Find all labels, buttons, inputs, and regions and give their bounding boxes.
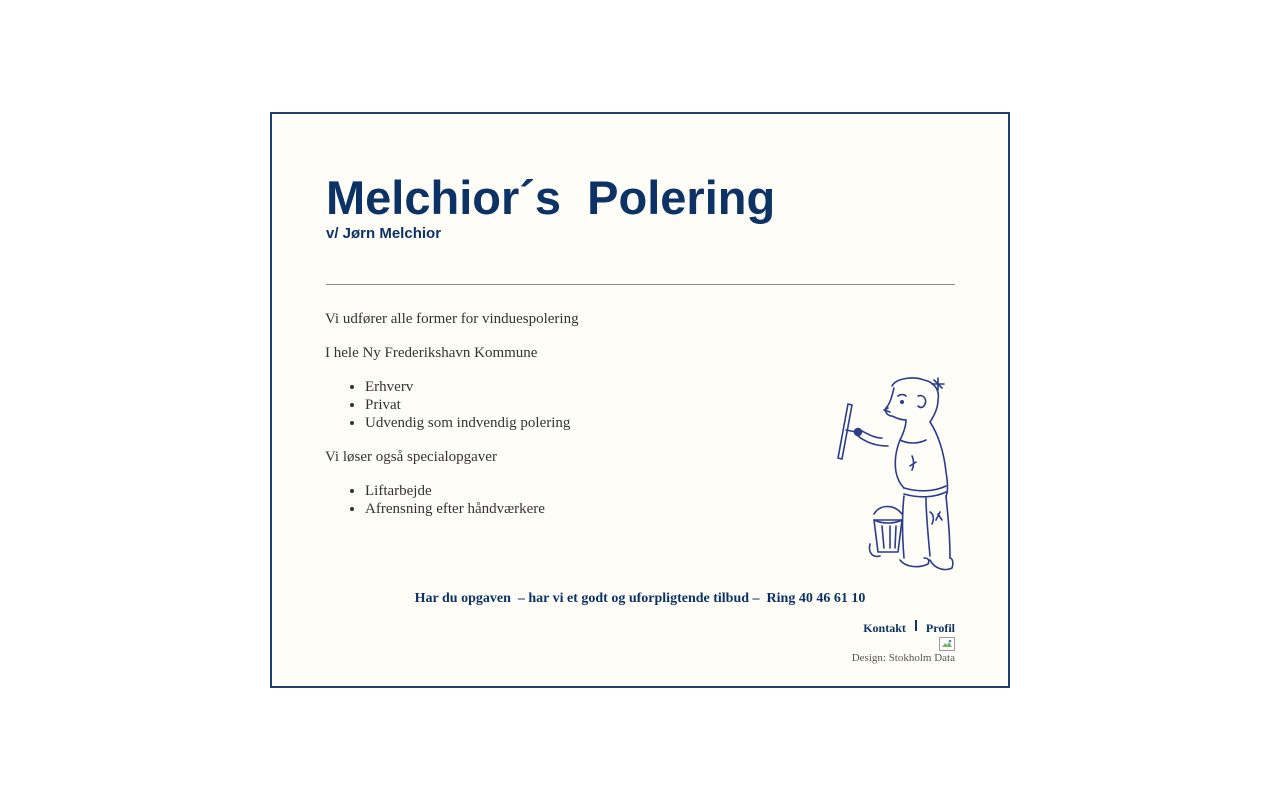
footer-nav [863,620,955,636]
area-text: I hele Ny Frederikshavn Kommune [325,345,538,361]
list-item: • Erhverv [365,378,805,396]
intro-text: Vi udfører alle former for vinduespolering [325,311,579,327]
contact-link[interactable]: Kontakt [863,621,906,635]
design-credit: Design: Stokholm Data [851,652,955,664]
profile-link[interactable]: Profil [925,621,955,635]
special-heading: Vi løser også specialopgaver [325,449,497,465]
list-item: • Privat [365,396,805,414]
divider [326,284,955,285]
list-item: • Udvendig som indvendig polering [365,414,805,432]
list-item: • Afrensning efter håndværkere [365,500,805,518]
page-frame [270,112,1010,688]
link-separator [915,620,917,631]
special-list [325,482,805,518]
window-cleaner-icon [834,374,958,578]
list-item: • Liftarbejde [365,482,805,500]
services-list [325,378,805,432]
site-subtitle: v/ Jørn Melchior [326,225,442,242]
call-to-action: Har du opgaven – har vi et godt og uforpligtende tilbud – Ring 40 46 61 10 [414,591,866,606]
site-title: Melchior´s Polering [326,171,776,224]
broken-image-icon [939,637,955,651]
main-content [325,310,805,534]
